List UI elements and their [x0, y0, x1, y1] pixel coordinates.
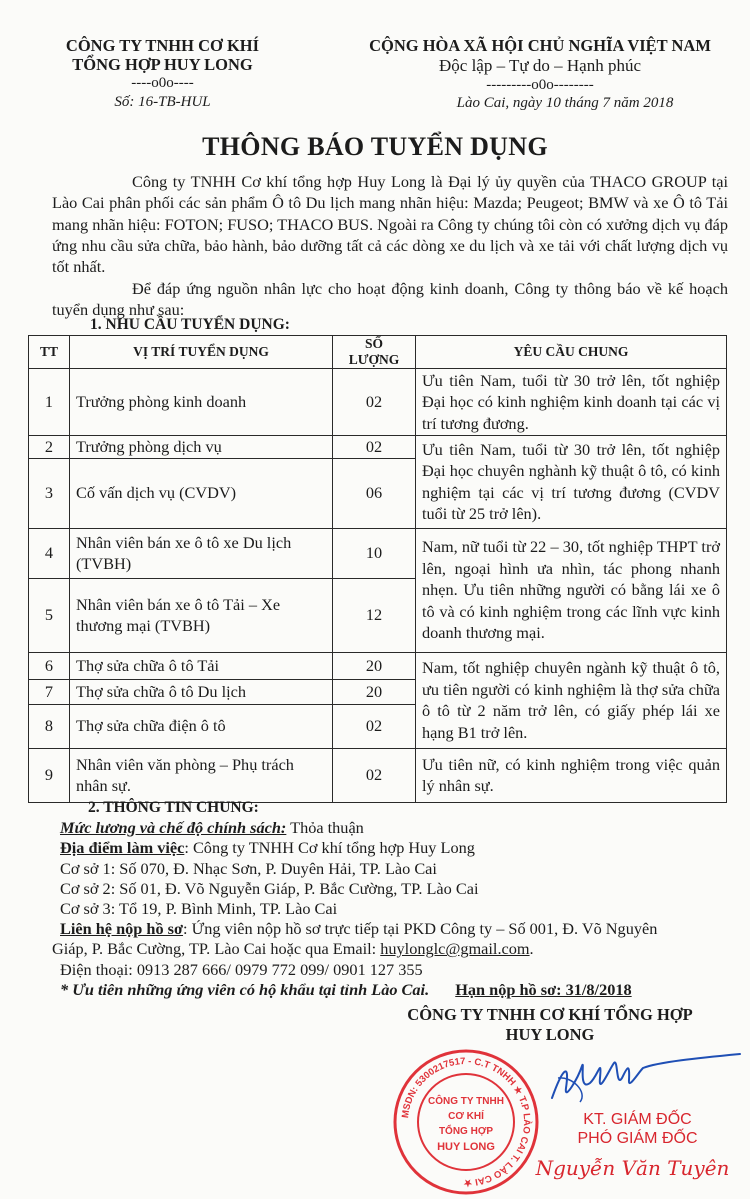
deadline: Hạn nộp hồ sơ: 31/8/2018	[455, 979, 632, 999]
intro-paragraph-2	[52, 278, 728, 321]
header-separator-right: ---------o0o--------	[486, 77, 594, 93]
row-position: Nhân viên bán xe ô tô xe Du lịch (TVBH)	[70, 528, 333, 578]
row-tt: 8	[29, 704, 70, 748]
row-quantity: 20	[333, 679, 416, 704]
workplace-label: Địa điểm làm việc	[60, 838, 185, 858]
row-tt: 5	[29, 578, 70, 652]
salary-line	[60, 818, 740, 838]
company-name-line2: TỔNG HỢP HUY LONG	[72, 55, 253, 74]
contact-text: : Ứng viên nộp hồ sơ trực tiếp tại PKD Công ty – Số 001, Đ. Võ Nguyên	[183, 919, 658, 939]
signer-role-line1: KT. GIÁM ĐỐC	[583, 1111, 692, 1128]
contact-label: Liên hệ nộp hồ sơ	[60, 919, 184, 939]
nation-name: CỘNG HÒA XÃ HỘI CHỦ NGHĨA VIỆT NAM	[369, 36, 711, 55]
row-tt: 7	[29, 679, 70, 704]
table-row	[29, 369, 727, 436]
column-header-quantity: SỐ LƯỢNG	[333, 336, 416, 369]
stamp-center-line1: CÔNG TY TNHH	[428, 1096, 504, 1107]
row-requirements: Nam, nữ tuổi từ 22 – 30, tốt nghiệp THPT trở lên, ngoại hình ưa nhìn, tác phong nhanh nhẹn. Ưu tiên những người có bằng lái xe ô tô và có kinh nghiệm trong các lĩnh vực kinh doanh thương mại.	[416, 528, 727, 652]
stamp-center-line2: CƠ KHÍ	[448, 1111, 484, 1122]
document-number: Số: 16-TB-HUL	[114, 94, 211, 110]
column-header-tt: TT	[29, 336, 70, 369]
stamp-center-line4: HUY LONG	[437, 1141, 495, 1153]
row-position: Thợ sửa chữa ô tô Tải	[70, 652, 333, 679]
signature-company-line1: CÔNG TY TNHH CƠ KHÍ TỔNG HỢP	[407, 1005, 693, 1024]
stamp-center-line3: TỔNG HỢP	[438, 1126, 494, 1137]
row-requirements: Ưu tiên Nam, tuổi từ 30 trở lên, tốt nghiệp Đại học có kinh nghiệm kinh doanh tại các vị trí tương đương.	[416, 369, 727, 436]
place-date: Lào Cai, ngày 10 tháng 7 năm 2018	[456, 95, 674, 111]
row-quantity: 20	[333, 652, 416, 679]
company-stamp	[392, 1048, 540, 1196]
branch-3: Cơ sở 3: Tổ 19, P. Bình Minh, TP. Lào Cai	[60, 899, 338, 919]
workplace-line	[60, 838, 740, 858]
intro-paragraph-1	[52, 171, 728, 277]
column-header-position: VỊ TRÍ TUYỂN DỤNG	[70, 336, 333, 369]
handwritten-signature	[548, 1048, 743, 1106]
row-tt: 9	[29, 748, 70, 802]
phone-line: Điện thoại: 0913 287 666/ 0979 772 099/ 0901 127 355	[60, 959, 423, 979]
branch-2: Cơ sở 2: Số 01, Đ. Võ Nguyễn Giáp, P. Bắc Cường, TP. Lào Cai	[60, 878, 479, 898]
row-position: Cố vấn dịch vụ (CVDV)	[70, 458, 333, 528]
contact-text-2: Giáp, P. Bắc Cường, TP. Lào Cai hoặc qua Email:	[52, 939, 381, 959]
row-position: Nhân viên văn phòng – Phụ trách nhân sự.	[70, 748, 333, 802]
row-requirements: Ưu tiên nữ, có kinh nghiệm trong việc quản lý nhân sự.	[416, 748, 727, 802]
row-tt: 6	[29, 652, 70, 679]
row-tt: 3	[29, 458, 70, 528]
section-1-title: 1. NHU CẦU TUYỂN DỤNG:	[90, 316, 290, 333]
branch-1: Cơ sở 1: Số 070, Đ. Nhạc Sơn, P. Duyên Hải, TP. Lào Cai	[60, 858, 437, 878]
company-header	[30, 36, 295, 112]
signature-company	[345, 1005, 750, 1045]
signer-role-line2: PHÓ GIÁM ĐỐC	[577, 1130, 698, 1147]
row-quantity: 02	[333, 436, 416, 459]
signature-company-line2: HUY LONG	[505, 1025, 595, 1044]
header-separator: ----o0o----	[131, 75, 194, 91]
company-name-line1: CÔNG TY TNHH CƠ KHÍ	[65, 36, 260, 55]
stamp-inner-ring	[418, 1074, 514, 1170]
row-position: Nhân viên bán xe ô tô Tải – Xe thương mại (TVBH)	[70, 578, 333, 652]
intro-text-2: Để đáp ứng nguồn nhân lực cho hoạt động kinh doanh, Công ty thông báo về kế hoạch tuyển dụng như sau:	[52, 279, 728, 320]
row-quantity: 06	[333, 458, 416, 528]
table-row	[29, 528, 727, 578]
row-tt: 2	[29, 436, 70, 459]
table-row	[29, 436, 727, 459]
row-quantity: 12	[333, 578, 416, 652]
note-line	[60, 980, 740, 1000]
row-requirements: Ưu tiên Nam, tuổi từ 30 trở lên, tốt nghiệp Đại học chuyên nghành kỹ thuật ô tô, có kinh nghiệm tại các vị trí tương đương (CVDV tuổi từ 25 trở lên).	[416, 436, 727, 529]
row-requirements: Nam, tốt nghiệp chuyên ngành kỹ thuật ô tô, ưu tiên người có kinh nghiệm là thợ sửa chữa ô tô từ 2 năm trở lên, có giấy phép lái xe hạng B1 trở lên.	[416, 652, 727, 748]
row-tt: 4	[29, 528, 70, 578]
intro-text-1: Công ty TNHH Cơ khí tổng hợp Huy Long là Đại lý ủy quyền của THACO GROUP tại Lào Cai phân phối các sản phẩm Ô tô Du lịch mang nhãn hiệu: Mazda; Peugeot; BMW và xe Ô tô Tải mang nhãn hiệu: FOTON; FUSO; THACO BUS. Ngoài ra Công ty chúng tôi còn có xưởng dịch vụ đáp ứng nhu cầu sửa chữa, bảo hành, bảo dưỡng tất cả các dòng xe du lịch và xe tải với chất lượng dịch vụ tốt nhất.	[52, 172, 728, 277]
section-2-title: 2. THÔNG TIN CHUNG:	[88, 799, 259, 816]
table-row	[29, 748, 727, 802]
row-position: Trưởng phòng dịch vụ	[70, 436, 333, 459]
email-link[interactable]: huylonglc@gmail.com	[380, 939, 530, 959]
row-quantity: 10	[333, 528, 416, 578]
row-position: Thợ sửa chữa ô tô Du lịch	[70, 679, 333, 704]
signer-role	[545, 1110, 730, 1148]
row-quantity: 02	[333, 369, 416, 436]
salary-value: Thỏa thuận	[286, 818, 364, 838]
signature-stroke	[552, 1054, 740, 1098]
row-quantity: 02	[333, 704, 416, 748]
table-row	[29, 652, 727, 679]
national-motto: Độc lập – Tự do – Hạnh phúc	[439, 56, 641, 75]
table-header-row	[29, 336, 727, 369]
row-position: Thợ sửa chữa điện ô tô	[70, 704, 333, 748]
general-info	[52, 798, 740, 1000]
contact-line-2	[52, 939, 740, 959]
contact-line	[60, 919, 740, 939]
salary-label: Mức lương và chế độ chính sách:	[60, 818, 287, 838]
signer-name: Nguyễn Văn Tuyên	[535, 1156, 730, 1180]
stamp-ring-text: MSDN: 5300217517 - C.T TNHH ★ T.P LÀO CAI T. LÀO CAI ★	[400, 1055, 533, 1189]
stamp-outer-ring	[395, 1051, 537, 1193]
recruitment-table	[28, 335, 727, 803]
row-tt: 1	[29, 369, 70, 436]
column-header-requirements: YÊU CẦU CHUNG	[416, 336, 727, 369]
email-end: .	[529, 939, 534, 959]
row-position: Trưởng phòng kinh doanh	[70, 369, 333, 436]
document-title: THÔNG BÁO TUYỂN DỤNG	[202, 132, 548, 161]
row-quantity: 02	[333, 748, 416, 802]
priority-note: * Ưu tiên những ứng viên có hộ khẩu tại tỉnh Lào Cai.	[60, 979, 430, 999]
national-header	[330, 36, 750, 113]
workplace-value: : Công ty TNHH Cơ khí tổng hợp Huy Long	[184, 838, 475, 858]
